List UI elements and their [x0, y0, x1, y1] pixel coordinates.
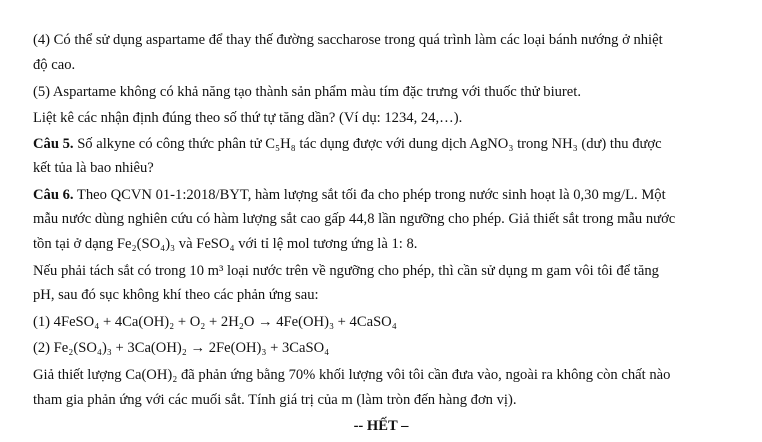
reaction-2: (2) Fe₂(SO₄)₃ + 3Ca(OH)₂ → 2Fe(OH)₃ + 3CaSO₄ [33, 340, 330, 356]
item-5: (5) Aspartame không có khả năng tạo thành sản phẩm màu tím đặc trưng với thuốc thử biuret. [33, 84, 581, 100]
question-5-label: Câu 5. [33, 136, 74, 152]
question-6-line-3: tồn tại ở dạng Fe₂(SO₄)₃ và FeSO₄ với tỉ lệ mol tương ứng là 1: 8. [33, 236, 418, 252]
instruction: Liệt kê các nhận định đúng theo số thứ tự tăng dần? (Ví dụ: 1234, 24,…). [33, 110, 463, 126]
question-5-text: Số alkyne có công thức phân tử C₅H₈ tác dụng được với dung dịch AgNO₃ trong NH₃ (dư) thu được [73, 136, 662, 152]
question-5-line-1 [33, 135, 662, 153]
end-marker: -- HẾT – [353, 418, 409, 434]
item-4-line-1: (4) Có thể sử dụng aspartame để thay thế đường saccharose trong quá trình làm các loại bánh nướng ở nhiệt [33, 32, 663, 48]
question-6-line-5: pH, sau đó sục không khí theo các phản ứng sau: [33, 287, 319, 303]
question-6-line-2: mẫu nước dùng nghiên cứu có hàm lượng sắt cao gấp 44,8 lần ngưỡng cho phép. Giả thiết sắt trong mẫu nước [33, 211, 676, 227]
question-6-text: Theo QCVN 01-1:2018/BYT, hàm lượng sắt tối đa cho phép trong nước sinh hoạt là 0,30 mg/L. Một [73, 187, 666, 203]
question-6-line-6: Giả thiết lượng Ca(OH)₂ đã phản ứng bằng 70% khối lượng vôi tôi cần đưa vào, ngoài ra không còn chất nào [33, 367, 671, 383]
question-5-line-2: kết tủa là bao nhiêu? [33, 160, 154, 176]
question-6-line-1 [33, 186, 666, 204]
question-6-label: Câu 6. [33, 187, 74, 203]
question-6-line-4: Nếu phải tách sắt có trong 10 m³ loại nước trên về ngưỡng cho phép, thì cần sử dụng m gam vôi tôi để tăng [33, 263, 659, 279]
reaction-1: (1) 4FeSO₄ + 4Ca(OH)₂ + O₂ + 2H₂O → 4Fe(OH)₃ + 4CaSO₄ [33, 314, 397, 330]
question-6-line-7: tham gia phản ứng với các muối sắt. Tính giá trị của m (làm tròn đến hàng đơn vị). [33, 392, 517, 408]
item-4-line-2: độ cao. [33, 57, 76, 73]
